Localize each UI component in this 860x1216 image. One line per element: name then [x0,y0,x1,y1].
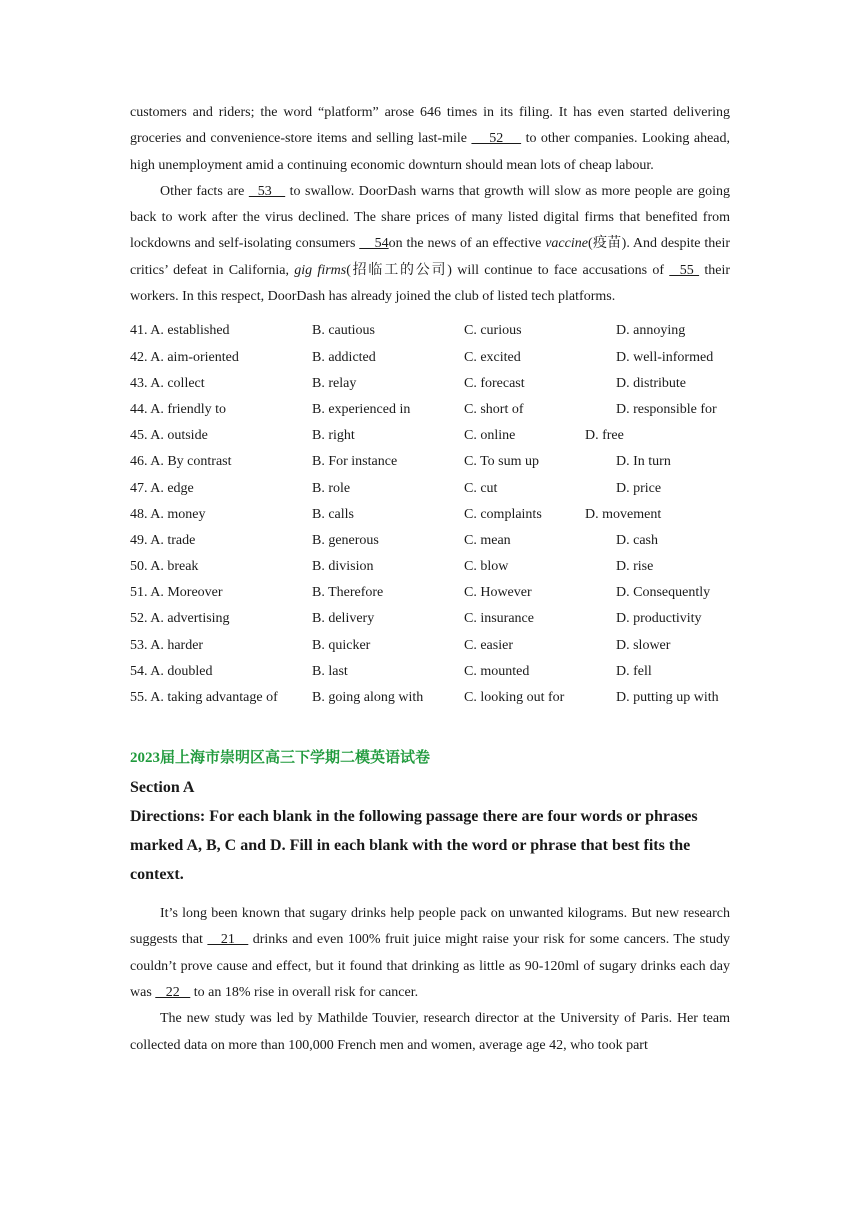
option-a: 51. A. Moreover [130,585,223,601]
text-segment: to other companies. Looking ahead, high unemployment amid a continuing economic downturn should mean lots of cheap labour. [130,131,731,173]
option-b: B. last [312,663,348,679]
passage1-paragraph2 [130,179,730,310]
option-row [130,633,730,659]
passage2-paragraph2: The new study was led by Mathilde Touvier, research director at the University of Paris. Her team collected data on more than 100,000 French men and women, average age 42, who took part [130,1011,730,1053]
option-a: 47. A. edge [130,480,194,496]
option-c: C. insurance [464,611,534,627]
option-c: C. To sum up [464,454,539,470]
option-c: C. forecast [464,375,525,391]
passage1-paragraph1 [130,100,730,179]
option-a: 54. A. doubled [130,663,213,679]
option-c: C. excited [464,349,521,365]
text-segment: to an 18% rise in overall risk for cancer. [190,985,419,1001]
document-page [130,100,730,1059]
option-d: D. cash [616,532,658,548]
blank-22: 22 [155,985,191,1001]
option-c: C. cut [464,480,498,496]
option-row [130,580,730,606]
option-d: D. fell [616,663,652,679]
option-a: 50. A. break [130,559,199,575]
passage2-paragraph1 [130,901,730,1006]
option-d: D. price [616,480,662,496]
chinese-gloss: (疫苗) [587,236,627,252]
option-a: 46. A. By contrast [130,454,232,470]
option-b: B. going along with [312,690,424,705]
option-b: B. relay [312,375,357,391]
text-segment: their workers. In this respect, DoorDash has already joined the club of listed tech platforms. [130,262,731,305]
option-d: D. productivity [616,611,702,627]
option-c: C. mean [464,532,511,548]
passage2 [130,901,730,1059]
option-d: D. well-informed [616,349,714,365]
option-d: D. In turn [616,454,671,470]
text-segment: drinks and even 100% fruit juice might raise your risk for some cancers. The study couldn’t prove cause and effect, but it found that drinking as little as 90-120ml of sugary drinks each day was [130,932,731,1001]
italic-term-gig-firms: gig firms [294,262,347,278]
option-row [130,659,730,685]
blank-55: 55 [669,262,700,278]
text-segment: Other facts are [160,183,249,199]
option-b: B. delivery [312,611,375,627]
option-c: C. blow [464,559,509,575]
option-d: D. responsible for [616,401,717,417]
text-segment: will continue to face accusations of [451,262,670,278]
option-row [130,397,730,423]
option-d: D. movement [585,506,662,522]
italic-term-vaccine: vaccine [545,236,588,252]
option-row [130,606,730,632]
option-b: B. experienced in [312,401,411,417]
option-row [130,345,730,371]
option-a: 44. A. friendly to [130,401,227,417]
section-title: Section A [130,779,195,797]
option-c: C. looking out for [464,690,565,705]
option-c: C. However [464,585,532,601]
option-d: D. slower [616,637,671,653]
text-segment: to swallow. DoorDash warns that growth will slow as more people are going back to work after the virus declined. The share prices of many listed digital firms that benefited from lockdowns and self-isolating consumers [130,183,731,252]
option-d: D. annoying [616,323,686,339]
option-b: B. right [312,428,355,444]
option-b: B. role [312,480,351,496]
option-a: 49. A. trade [130,532,196,548]
chinese-gloss: (招临工的公司) [346,262,452,278]
option-a: 48. A. money [130,506,206,522]
blank-21: 21 [207,932,249,948]
option-c: C. easier [464,637,513,653]
option-c: C. complaints [464,506,542,522]
option-row [130,371,730,397]
option-row [130,554,730,580]
option-row [130,318,730,344]
text-segment: . And despite their critics’ defeat in California, [130,236,731,278]
blank-52: 52 [471,131,522,147]
option-b: B. addicted [312,349,376,365]
option-a: 53. A. harder [130,637,204,653]
option-d: D. rise [616,559,654,575]
option-a: 42. A. aim-oriented [130,349,239,365]
option-b: B. division [312,559,374,575]
option-c: C. mounted [464,663,530,679]
option-d: D. Consequently [616,585,711,601]
option-c: C. curious [464,323,522,339]
text-segment: It’s long been known that sugary drinks help people pack on unwanted kilograms. But new research suggests that [130,906,730,948]
option-b: B. Therefore [312,585,384,601]
exam-heading: 2023届上海市崇明区高三下学期二模英语试卷 [130,750,431,767]
option-b: B. cautious [312,323,375,339]
option-row [130,476,730,502]
option-a: 45. A. outside [130,428,208,444]
option-b: B. calls [312,506,354,522]
option-b: B. For instance [312,454,398,470]
option-d: D. putting up with [616,690,719,705]
option-row [130,685,730,711]
options-list [130,318,730,711]
option-d: D. free [585,428,624,444]
option-b: B. generous [312,532,379,548]
text-segment: customers and riders; the word “platform” arose 646 times in its filing. It has even started delivering groceries and convenience-store items and selling last-mile [130,105,730,147]
option-d: D. distribute [616,375,686,391]
option-c: C. short of [464,401,524,417]
blank-53: 53 [248,183,286,199]
directions: Directions: For each blank in the following passage there are four words or phrases marked A, B, C and D. Fill in each blank with the word or phrase that best fits the context. [130,808,698,884]
option-b: B. quicker [312,637,371,653]
option-a: 43. A. collect [130,375,205,391]
option-a: 52. A. advertising [130,611,230,627]
option-row [130,502,730,528]
option-a: 55. A. taking advantage of [130,690,278,705]
option-a: 41. A. established [130,323,230,339]
option-row [130,449,730,475]
option-row [130,528,730,554]
option-row [130,423,730,449]
text-segment: on the news of an effective [388,236,546,252]
option-c: C. online [464,428,516,444]
blank-54: 54 [359,236,389,252]
